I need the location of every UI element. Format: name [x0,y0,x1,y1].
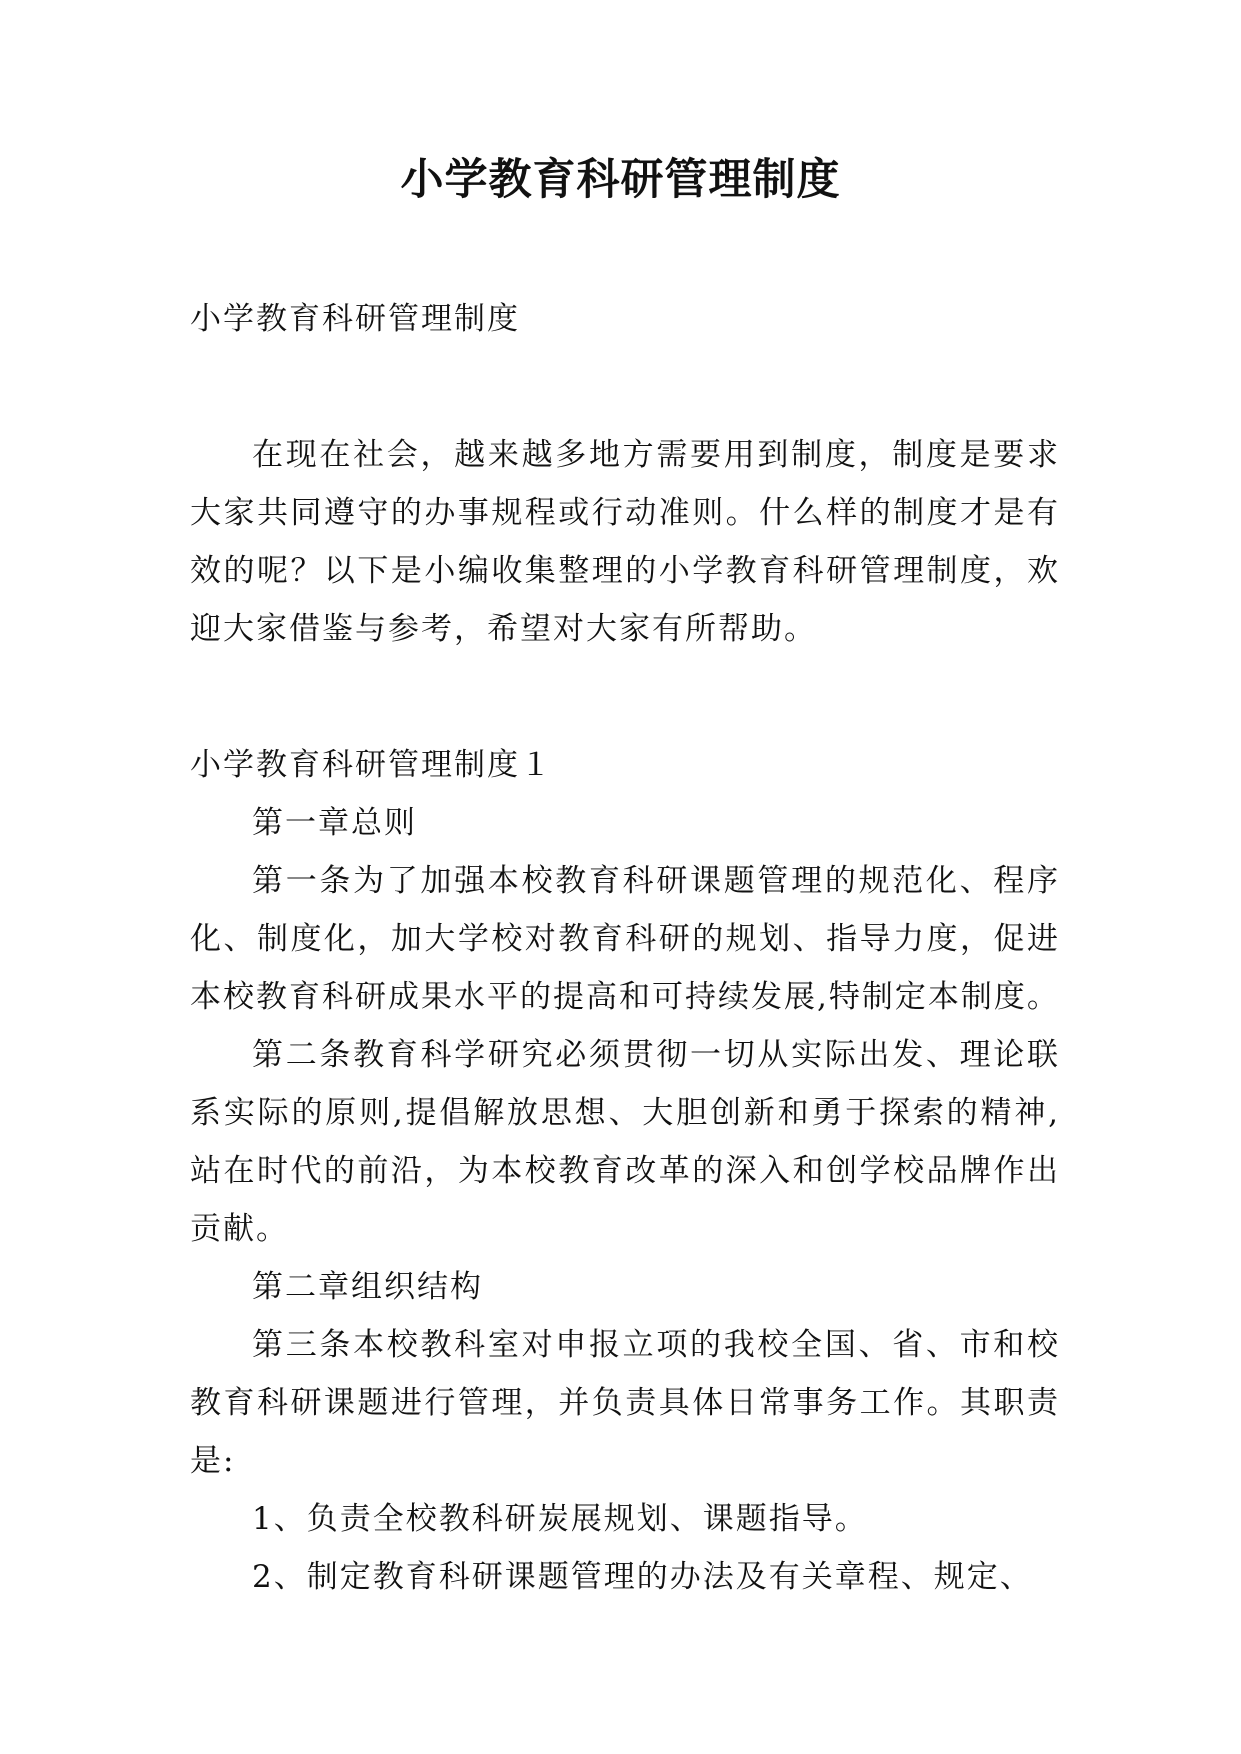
chapter-heading-1: 第一章总则 [252,805,417,841]
list-item-2: 2、制定教育科研课题管理的办法及有关章程、规定、 [252,1559,1033,1595]
section-heading: 小学教育科研管理制度１ [190,747,553,783]
article-3-paragraph: 第三条本校教科室对申报立项的我校全国、省、市和校教育科研课题进行管理，并负责具体日常事务工作。其职责是: [190,1327,1060,1479]
document-title: 小学教育科研管理制度 [400,155,841,205]
list-item-1: 1、负责全校教科研炭展规划、课题指导。 [252,1501,868,1537]
document-body [190,290,1060,1606]
subtitle-paragraph: 小学教育科研管理制度 [190,301,520,337]
chapter-heading-2: 第二章组织结构 [252,1269,483,1305]
article-1-paragraph: 第一条为了加强本校教育科研课题管理的规范化、程序化、制度化，加大学校对教育科研的规划、指导力度，促进本校教育科研成果水平的提高和可持续发展,特制定本制度。 [190,863,1060,1015]
intro-paragraph: 在现在社会，越来越多地方需要用到制度，制度是要求大家共同遵守的办事规程或行动准则。什么样的制度才是有效的呢？以下是小编收集整理的小学教育科研管理制度，欢迎大家借鉴与参考，希望对大家有所帮助。 [190,437,1060,647]
article-2-paragraph: 第二条教育科学研究必须贯彻一切从实际出发、理论联系实际的原则,提倡解放思想、大胆创新和勇于探索的精神,站在时代的前沿，为本校教育改革的深入和创学校品牌作出贡献。 [190,1037,1060,1247]
